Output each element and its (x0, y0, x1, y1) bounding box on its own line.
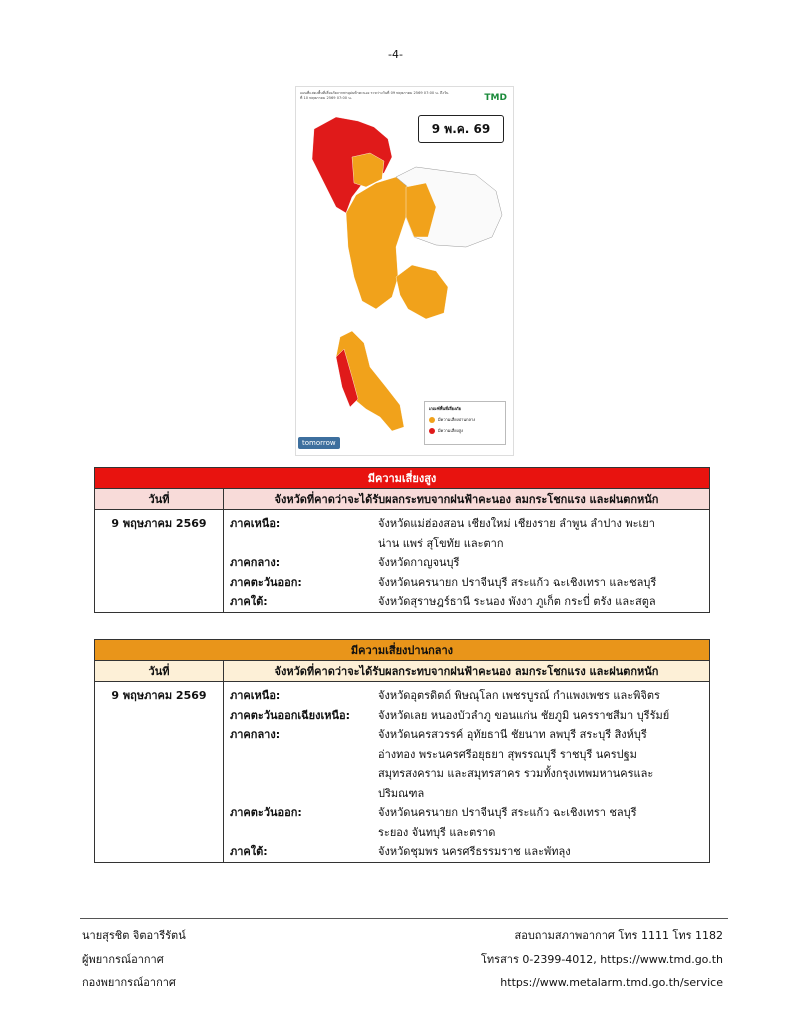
province-list: จังหวัดแม่ฮ่องสอน เชียงใหม่ เชียงราย ลำพูน ลำปาง พะเยา (378, 517, 655, 530)
provinces-cell (224, 510, 710, 613)
footer-divider (80, 918, 728, 919)
legend-item-high (425, 425, 505, 436)
region-label: ภาคกลาง: (230, 728, 281, 741)
map-header-text: แผนที่แสดงพื้นที่เสี่ยงภัยจากพายุฝนฟ้าคะนอง ระหว่างวันที่ 09 พฤษภาคม 2569 07:00 น. ถึงวันที่ 10 พฤษภาคม 2569 07:00 น. (300, 91, 449, 100)
col-date-header: วันที่ (95, 489, 224, 510)
col-date-header: วันที่ (95, 661, 224, 682)
moderate-risk-table (94, 639, 710, 863)
footer-right (481, 924, 723, 995)
forecaster-name: นายสุรชิต จิตอารีรัตน์ (82, 929, 186, 942)
region-label: ภาคเหนือ: (230, 689, 281, 702)
map-legend (424, 401, 506, 445)
province-list: จังหวัดนครนายก ปราจีนบุรี สระแก้ว ฉะเชิงเทรา และชลบุรี (378, 575, 657, 589)
legend-item-moderate (425, 414, 505, 425)
province-list: จังหวัดนครนายก ปราจีนบุรี สระแก้ว ฉะเชิงเทรา ชลบุรี (378, 806, 637, 819)
province-list: น่าน แพร่ สุโขทัย และตาก (378, 536, 504, 550)
east-region (396, 265, 448, 319)
col-provinces-header: จังหวัดที่คาดว่าจะได้รับผลกระทบจากฝนฟ้าคะนอง ลมกระโชกแรง และฝนตกหนัก (224, 661, 710, 682)
date-cell: 9 พฤษภาคม 2569 (95, 682, 224, 863)
tomorrow-badge: tomorrow (298, 437, 340, 449)
region-label: ภาคกลาง: (230, 556, 281, 569)
region-label: ภาคใต้: (230, 845, 268, 858)
province-list: ระยอง จันทบุรี และตราด (378, 825, 496, 839)
legend-title: เกณฑ์พื้นที่เสี่ยงภัย (429, 406, 461, 411)
table-title: มีความเสี่ยงสูง (95, 468, 710, 489)
province-list: อ่างทอง พระนครศรีอยุธยา สุพรรณบุรี ราชบุรี นครปฐม (378, 747, 637, 761)
high-risk-table (94, 467, 710, 613)
orange-dot-icon (429, 417, 435, 423)
risk-map (295, 86, 514, 456)
region-label: ภาคตะวันออกเฉียงเหนือ: (230, 708, 351, 722)
legend-label: มีความเสี่ยงปานกลาง (438, 417, 476, 422)
col-provinces-header: จังหวัดที่คาดว่าจะได้รับผลกระทบจากฝนฟ้าคะนอง ลมกระโชกแรง และฝนตกหนัก (224, 489, 710, 510)
province-list: จังหวัดสุราษฎร์ธานี ระนอง พังงา ภูเก็ต กระบี่ ตรัง และสตูล (378, 595, 656, 608)
province-list: จังหวัดนครสวรรค์ อุทัยธานี ชัยนาท ลพบุรี สระบุรี สิงห์บุรี (378, 728, 647, 741)
page-number: -4- (388, 48, 403, 61)
forecast-division: กองพยากรณ์อากาศ (82, 976, 176, 989)
contact-service-link[interactable]: https://www.metalarm.tmd.go.th/service (500, 976, 723, 989)
region-label: ภาคตะวันออก: (230, 806, 302, 819)
forecaster-title: ผู้พยากรณ์อากาศ (82, 952, 164, 966)
province-list: จังหวัดชุมพร นครศรีธรรมราช และพัทลุง (378, 845, 571, 858)
region-label: ภาคใต้: (230, 595, 268, 608)
region-label: ภาคตะวันออก: (230, 575, 302, 589)
table-title: มีความเสี่ยงปานกลาง (95, 640, 710, 661)
legend-label: มีความเสี่ยงสูง (438, 428, 463, 433)
province-list: จังหวัดกาญจนบุรี (378, 556, 460, 569)
date-cell: 9 พฤษภาคม 2569 (95, 510, 224, 613)
red-dot-icon (429, 428, 435, 434)
province-list: จังหวัดเลย หนองบัวลำภู ขอนแก่น ชัยภูมิ นครราชสีมา บุรีรัมย์ (378, 708, 670, 722)
province-list: จังหวัดอุตรดิตถ์ พิษณุโลก เพชรบูรณ์ กำแพงเพชร และพิจิตร (378, 689, 660, 702)
map-date-label: 9 พ.ค. 69 (418, 115, 504, 143)
province-list: สมุทรสงคราม และสมุทรสาคร รวมทั้งกรุงเทพมหานครและ (378, 767, 654, 780)
province-list: ปริมณฑล (378, 786, 425, 800)
contact-phone: สอบถามสภาพอากาศ โทร 1111 โทร 1182 (514, 929, 723, 942)
contact-fax-web: โทรสาร 0-2399-4012, https://www.tmd.go.th (481, 952, 723, 966)
provinces-cell (224, 682, 710, 863)
tmd-logo: TMD (484, 93, 507, 103)
region-label: ภาคเหนือ: (230, 517, 281, 530)
footer-left (82, 924, 186, 995)
